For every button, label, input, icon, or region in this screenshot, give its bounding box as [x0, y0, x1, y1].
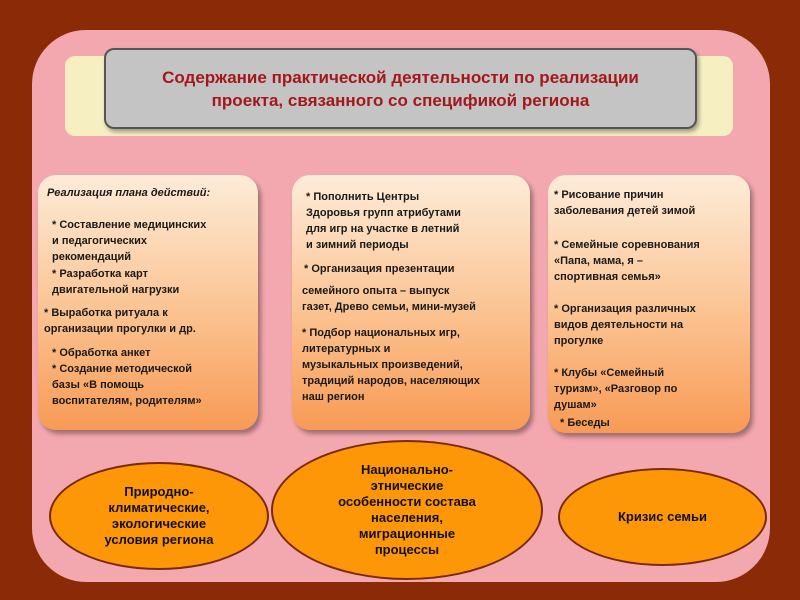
card-item: семейного опыта – выпуск газет, Древо семьи, мини-музей — [302, 285, 476, 313]
card-item: * Клубы «Семейный туризм», «Разговор по душам» — [554, 367, 678, 411]
card-item: * Разработка карт двигательной нагрузки — [52, 268, 180, 296]
card-item: * Семейные соревнования «Папа, мама, я – спортивная семья» — [554, 239, 700, 283]
oval-climate-conditions — [49, 462, 269, 570]
card-item: * Составление медицинских и педагогических рекомендаций — [52, 219, 207, 263]
card-item: * Рисование причин заболевания детей зимой — [554, 189, 696, 217]
card-health-centers — [292, 175, 530, 430]
oval-family-crisis — [558, 468, 767, 566]
card-item: * Выработка ритуала к организации прогулки и др. — [44, 307, 196, 335]
card-item: * Подбор национальных игр, литературных и музыкальных произведений, традиций народов, населяющих наш регион — [302, 327, 480, 403]
card-item: * Пополнить Центры Здоровья групп атрибутами для игр на участке в летний и зимний периоды — [306, 191, 461, 251]
oval-label: Кризис семьи — [617, 509, 708, 524]
card-item: * Организация презентации — [304, 263, 455, 275]
page-title: Содержание практической деятельности по реализации проекта, связанного со спецификой региона — [162, 67, 639, 110]
oval-ethnic-features — [271, 440, 543, 580]
card-action-plan — [38, 175, 258, 430]
card-item: * Организация различных видов деятельности на прогулке — [554, 303, 696, 347]
card-family-activities — [548, 175, 750, 433]
card-item: * Обработка анкет * Создание методической базы «В помощь воспитателям, родителям» — [52, 347, 202, 407]
title-box — [104, 48, 697, 129]
card-heading: Реализация плана действий: — [47, 187, 211, 199]
card-item: * Беседы — [560, 417, 610, 429]
oval-label: Природно- климатические, экологические условия региона — [104, 484, 214, 547]
oval-label: Национально- этнические особенности состава населения, миграционные процессы — [338, 462, 476, 557]
